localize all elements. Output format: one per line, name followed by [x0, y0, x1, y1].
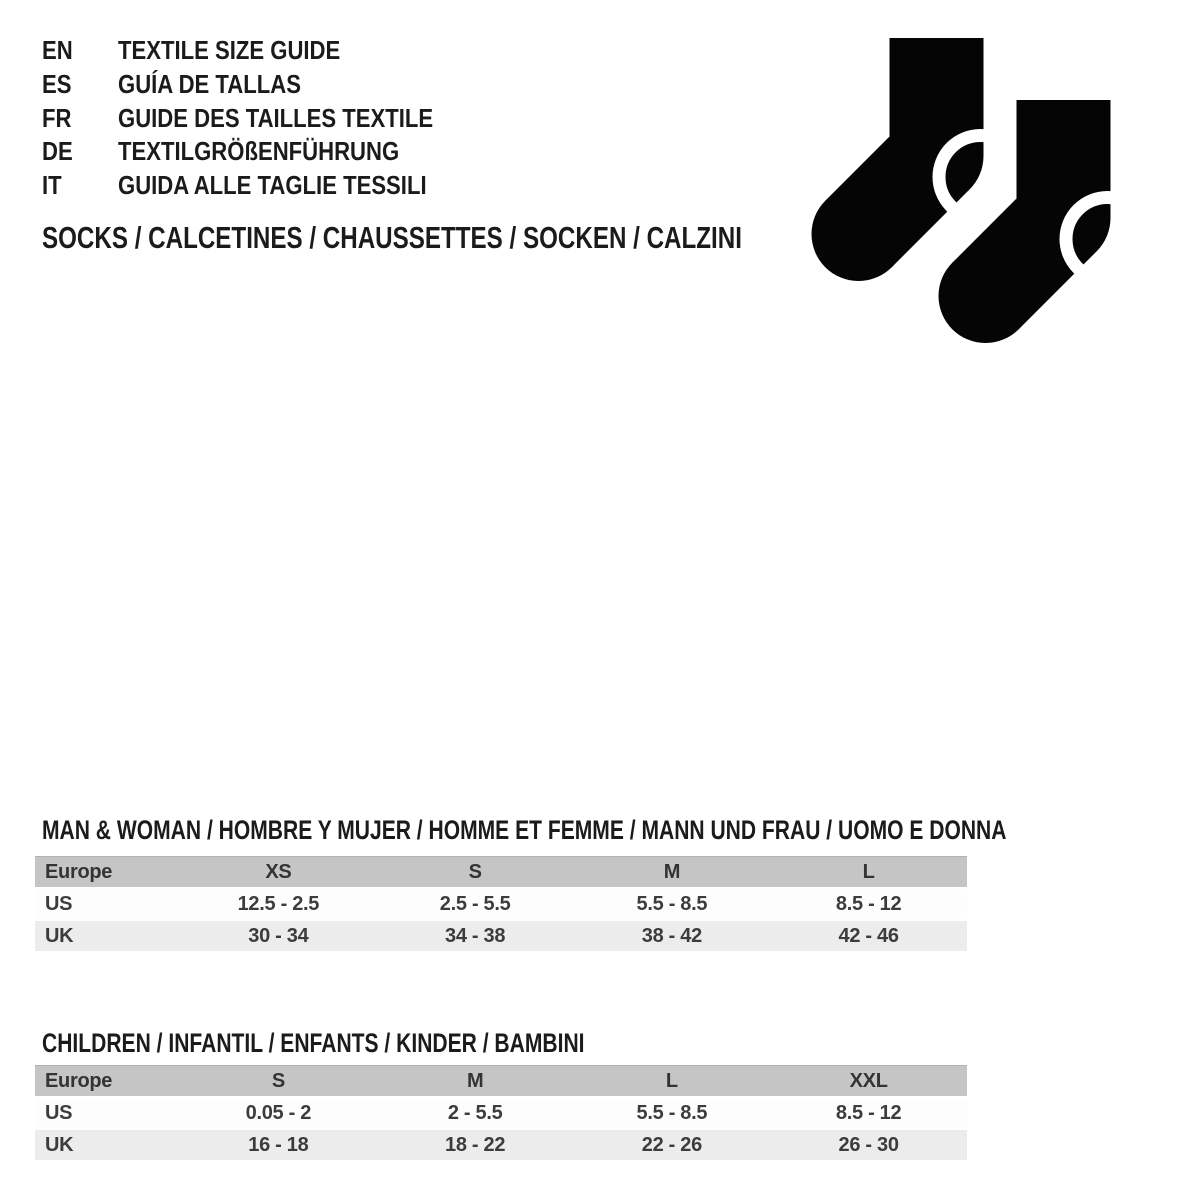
column-header-size: S: [377, 856, 574, 887]
language-code: EN: [42, 35, 73, 66]
table-row-us: [35, 1098, 967, 1128]
language-row-es: [42, 68, 489, 102]
language-code: FR: [42, 102, 72, 133]
language-title: GUÍA DE TALLAS: [118, 69, 301, 100]
column-header-region: Europe: [35, 1065, 180, 1096]
language-code: IT: [42, 170, 62, 201]
category-heading: [42, 222, 939, 254]
children-size-section: [35, 1028, 967, 1162]
table-header-row: [35, 856, 967, 887]
table-row-us: [35, 889, 967, 919]
size-value: 5.5 - 8.5: [574, 889, 771, 919]
table-row-uk: [35, 921, 967, 951]
language-row-fr: [42, 101, 489, 135]
size-value: 16 - 18: [180, 1130, 377, 1160]
category-heading-text: SOCKS / CALCETINES / CHAUSSETTES / SOCKEN / CALZINI: [42, 220, 742, 255]
language-row-it: [42, 169, 489, 203]
language-title-list: [42, 34, 489, 202]
column-header-size: S: [180, 1065, 377, 1096]
size-value: 18 - 22: [377, 1130, 574, 1160]
man-woman-size-table: [35, 854, 967, 953]
size-value: 5.5 - 8.5: [574, 1098, 771, 1128]
language-code: DE: [42, 136, 73, 167]
row-label: UK: [35, 1130, 180, 1160]
man-woman-table-title-text: MAN & WOMAN / HOMBRE Y MUJER / HOMME ET FEMME / MANN UND FRAU / UOMO E DONNA: [42, 815, 1007, 845]
children-table-title-text: CHILDREN / INFANTIL / ENFANTS / KINDER / BAMBINI: [42, 1028, 585, 1058]
size-value: 22 - 26: [574, 1130, 771, 1160]
language-title: TEXTILGRÖßENFÜHRUNG: [118, 136, 400, 167]
size-value: 12.5 - 2.5: [180, 889, 377, 919]
size-value: 38 - 42: [574, 921, 771, 951]
column-header-size: XXL: [770, 1065, 967, 1096]
column-header-size: M: [377, 1065, 574, 1096]
table-row-uk: [35, 1130, 967, 1160]
size-value: 34 - 38: [377, 921, 574, 951]
size-value: 8.5 - 12: [770, 889, 967, 919]
size-value: 8.5 - 12: [770, 1098, 967, 1128]
man-woman-size-section: [35, 815, 1007, 953]
socks-icon: [806, 28, 1118, 348]
column-header-size: M: [574, 856, 771, 887]
column-header-region: Europe: [35, 856, 180, 887]
size-value: 0.05 - 2: [180, 1098, 377, 1128]
column-header-size: L: [770, 856, 967, 887]
row-label: US: [35, 889, 180, 919]
size-value: 2.5 - 5.5: [377, 889, 574, 919]
language-title: TEXTILE SIZE GUIDE: [118, 35, 341, 66]
children-size-table: [35, 1063, 967, 1162]
size-value: 26 - 30: [770, 1130, 967, 1160]
table-header-row: [35, 1065, 967, 1096]
size-value: 2 - 5.5: [377, 1098, 574, 1128]
size-value: 42 - 46: [770, 921, 967, 951]
row-label: UK: [35, 921, 180, 951]
language-title: GUIDE DES TAILLES TEXTILE: [118, 102, 434, 133]
man-woman-table-title: [42, 815, 1007, 845]
language-title: GUIDA ALLE TAGLIE TESSILI: [118, 170, 427, 201]
column-header-size: L: [574, 1065, 771, 1096]
size-value: 30 - 34: [180, 921, 377, 951]
column-header-size: XS: [180, 856, 377, 887]
language-row-de: [42, 135, 489, 169]
language-code: ES: [42, 69, 72, 100]
children-table-title: [42, 1028, 967, 1058]
language-row-en: [42, 34, 489, 68]
row-label: US: [35, 1098, 180, 1128]
